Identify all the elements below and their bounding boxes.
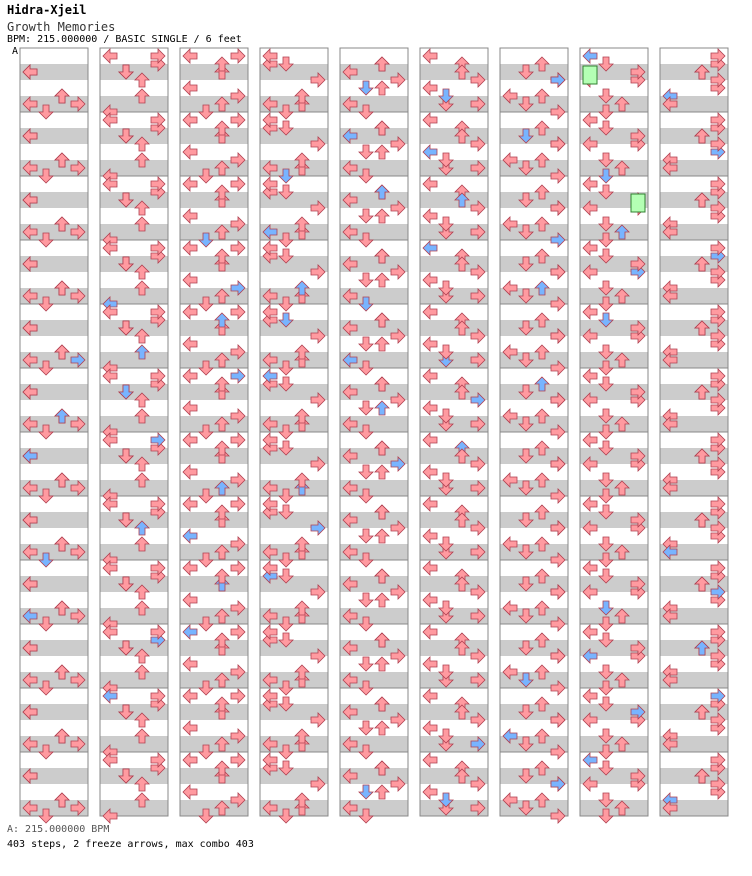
freeze-arrow-icon: [631, 194, 645, 212]
beat-stripe: [20, 496, 88, 512]
beat-stripe: [340, 176, 408, 192]
beat-stripe: [20, 336, 88, 352]
beat-stripe: [340, 624, 408, 640]
footer-bpm: A: 215.000000 BPM: [7, 824, 110, 835]
freeze-arrow-icon: [583, 66, 597, 84]
beat-stripe: [580, 544, 648, 560]
beat-stripe: [20, 272, 88, 288]
beat-stripe: [340, 48, 408, 64]
beat-stripe: [20, 528, 88, 544]
beat-stripe: [100, 784, 168, 800]
beat-stripe: [20, 176, 88, 192]
beat-stripe: [100, 208, 168, 224]
bpm-marker: A: [12, 46, 19, 57]
beat-stripe: [180, 576, 248, 592]
beat-stripe: [180, 256, 248, 272]
beat-stripe: [340, 496, 408, 512]
beat-stripe: [180, 320, 248, 336]
beat-stripe: [340, 560, 408, 576]
beat-stripe: [20, 400, 88, 416]
chart-title: Growth Memories: [7, 20, 116, 34]
beat-stripe: [100, 656, 168, 672]
beat-stripe: [180, 512, 248, 528]
beat-stripe: [20, 144, 88, 160]
beat-stripe: [340, 752, 408, 768]
beat-stripe: [20, 464, 88, 480]
beat-stripe: [580, 352, 648, 368]
beat-stripe: [100, 528, 168, 544]
beat-stripe: [100, 720, 168, 736]
beat-stripe: [100, 336, 168, 352]
beat-stripe: [340, 432, 408, 448]
beat-stripe: [580, 288, 648, 304]
beat-stripe: [580, 800, 648, 816]
beat-stripe: [580, 736, 648, 752]
beat-stripe: [20, 208, 88, 224]
beat-stripe: [580, 608, 648, 624]
beat-stripe: [20, 752, 88, 768]
beat-stripe: [580, 672, 648, 688]
beat-stripe: [580, 160, 648, 176]
beat-stripe: [100, 464, 168, 480]
beat-stripe: [180, 768, 248, 784]
beat-stripe: [100, 80, 168, 96]
beat-stripe: [580, 416, 648, 432]
beat-stripe: [20, 432, 88, 448]
beat-stripe: [180, 448, 248, 464]
beat-stripe: [180, 64, 248, 80]
beat-stripe: [20, 112, 88, 128]
beat-stripe: [580, 96, 648, 112]
beat-stripe: [340, 368, 408, 384]
beat-stripe: [100, 272, 168, 288]
beat-stripe: [340, 240, 408, 256]
beat-stripe: [20, 688, 88, 704]
beat-stripe: [180, 704, 248, 720]
beat-stripe: [340, 304, 408, 320]
beat-stripe: [20, 592, 88, 608]
beat-stripe: [100, 144, 168, 160]
beat-stripe: [20, 48, 88, 64]
beat-stripe: [100, 400, 168, 416]
beat-stripe: [20, 80, 88, 96]
beat-stripe: [20, 720, 88, 736]
beat-stripe: [500, 48, 568, 64]
chart-artist: Hidra-Xjeil: [7, 3, 87, 17]
beat-stripe: [100, 592, 168, 608]
beat-stripe: [20, 624, 88, 640]
beat-stripe: [20, 784, 88, 800]
beat-stripe: [20, 656, 88, 672]
footer-stats: 403 steps, 2 freeze arrows, max combo 403: [7, 839, 254, 850]
chart-info: BPM: 215.000000 / BASIC SINGLE / 6 feet: [7, 34, 242, 45]
beat-stripe: [20, 368, 88, 384]
beat-stripe: [340, 112, 408, 128]
beat-stripe: [180, 192, 248, 208]
beat-stripe: [20, 240, 88, 256]
beat-stripe: [580, 480, 648, 496]
beat-stripe: [180, 384, 248, 400]
beat-stripe: [580, 224, 648, 240]
beat-stripe: [180, 640, 248, 656]
beat-stripe: [20, 560, 88, 576]
beat-stripe: [340, 688, 408, 704]
beat-stripe: [180, 128, 248, 144]
beat-stripe: [20, 304, 88, 320]
